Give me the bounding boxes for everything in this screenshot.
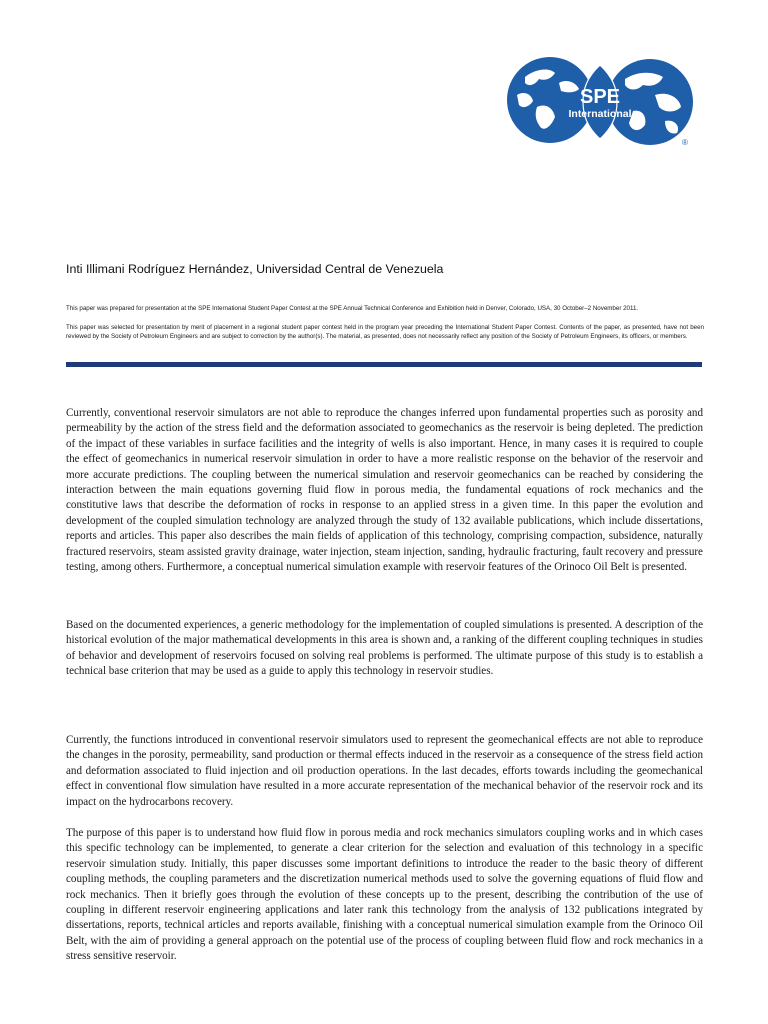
presentation-note: This paper was prepared for presentation at the SPE International Student Paper Contest at the SPE Annual Technical Conference and Exhibition held in Denver, Colorado, USA, 30 October–2 November 2011.: [66, 305, 639, 312]
author-affiliation: Inti Illimani Rodríguez Hernández, Universidad Central de Venezuela: [66, 262, 444, 276]
introduction-paragraph-1: Currently, the functions introduced in conventional reservoir simulators used to represent the geomechanical effects are not able to reproduce the changes in the porosity, permeability, sand production or thermal effects induced in the reservoir as a consequence of the stress field action and deformation associated to fluid injection and oil production operations. In the last decades, efforts towards including the geomechanical effect in conventional flow simulation have resulted in a more accurate representation of the mechanical behavior of the reservoir rock and its impact on the hydrocarbons recovery.: [66, 734, 703, 808]
header-divider: [66, 362, 702, 367]
globe-logo-icon: [505, 55, 695, 150]
selection-note: This paper was selected for presentation by merit of placement in a regional student paper contest held in the program year preceding the International Student Paper Contest. Contents of the paper, as presented, have not been reviewed by the Society of Petroleum Engineers and are subject to correction by the author(s). The material, as presented, does not necessarily reflect any position of the Society of Petroleum Engineers, its officers, or members.: [66, 324, 704, 341]
abstract-paragraph-1: Currently, conventional reservoir simulators are not able to reproduce the changes inferred upon fundamental properties such as porosity and permeability by the action of the stress field and the deformation associated to geomechanics as the reservoir is being depleted. The prediction of the impact of these variables in surface facilities and the integrity of wells is also important. Hence, in many cases it is required to couple the effect of geomechanics in numerical reservoir simulation in order to have a more realistic response on the behavior of the reservoir and more accurate predictions. The coupling between the numerical simulation and reservoir geomechanics can be reached by considering the interaction between the main equations governing fluid flow in porous media, the fundamental equations of rock mechanics and the constitutive laws that describe the deformation of rocks in response to an applied stress in a given time. In this paper the evolution and development of the coupled simulation technology are analyzed through the study of 132 available publications, which include dissertations, reports and articles. This paper also describes the main fields of application of this technology, comprising compaction, subsidence, naturally fractured reservoirs, steam assisted gravity drainage, water injection, steam injection, sanding, hydraulic fracturing, fault recovery and pressure testing, among others. Furthermore, a conceptual numerical simulation example with reservoir features of the Orinoco Oil Belt is presented.: [66, 407, 703, 574]
introduction-paragraph-2: The purpose of this paper is to understand how fluid flow in porous media and rock mechanics simulators coupling works and in which cases this specific technology can be implemented, to generate a clear criterion for the selection and evaluation of this technology in a specific reservoir simulation study. Initially, this paper discusses some important definitions to introduce the reader to the basic theory of different coupling methods, the coupling parameters and the discretization numerical methods used to solve the governing equations of fluid flow and rock mechanics. Then it briefly goes through the evolution of these concepts up to the present, describing the contribution of the use of coupling in different reservoir engineering applications and later rank this technology from the analysis of 132 publications integrated by dissertations, reports, technical articles and reports available, finishing with a conceptual numerical simulation example from the Orinoco Oil Belt, with the aim of providing a general approach on the potential use of the process of coupling between fluid flow and rock mechanics in a stress sensitive reservoir.: [66, 827, 703, 963]
spe-international-logo: [505, 55, 695, 150]
registered-mark: ®: [682, 138, 688, 147]
logo-text-international: International: [568, 108, 632, 120]
logo-text-spe: SPE: [579, 86, 621, 108]
abstract-paragraph-2: Based on the documented experiences, a generic methodology for the implementation of coupled simulations is presented. A description of the historical evolution of the major mathematical developments in this area is shown and, a ranking of the different coupling techniques in studies of behavior and development of reservoirs focused on solving real problems is performed. The ultimate purpose of this study is to establish a technical base criterion that may be used as a guide to apply this technology in reservoir studies.: [66, 619, 703, 678]
